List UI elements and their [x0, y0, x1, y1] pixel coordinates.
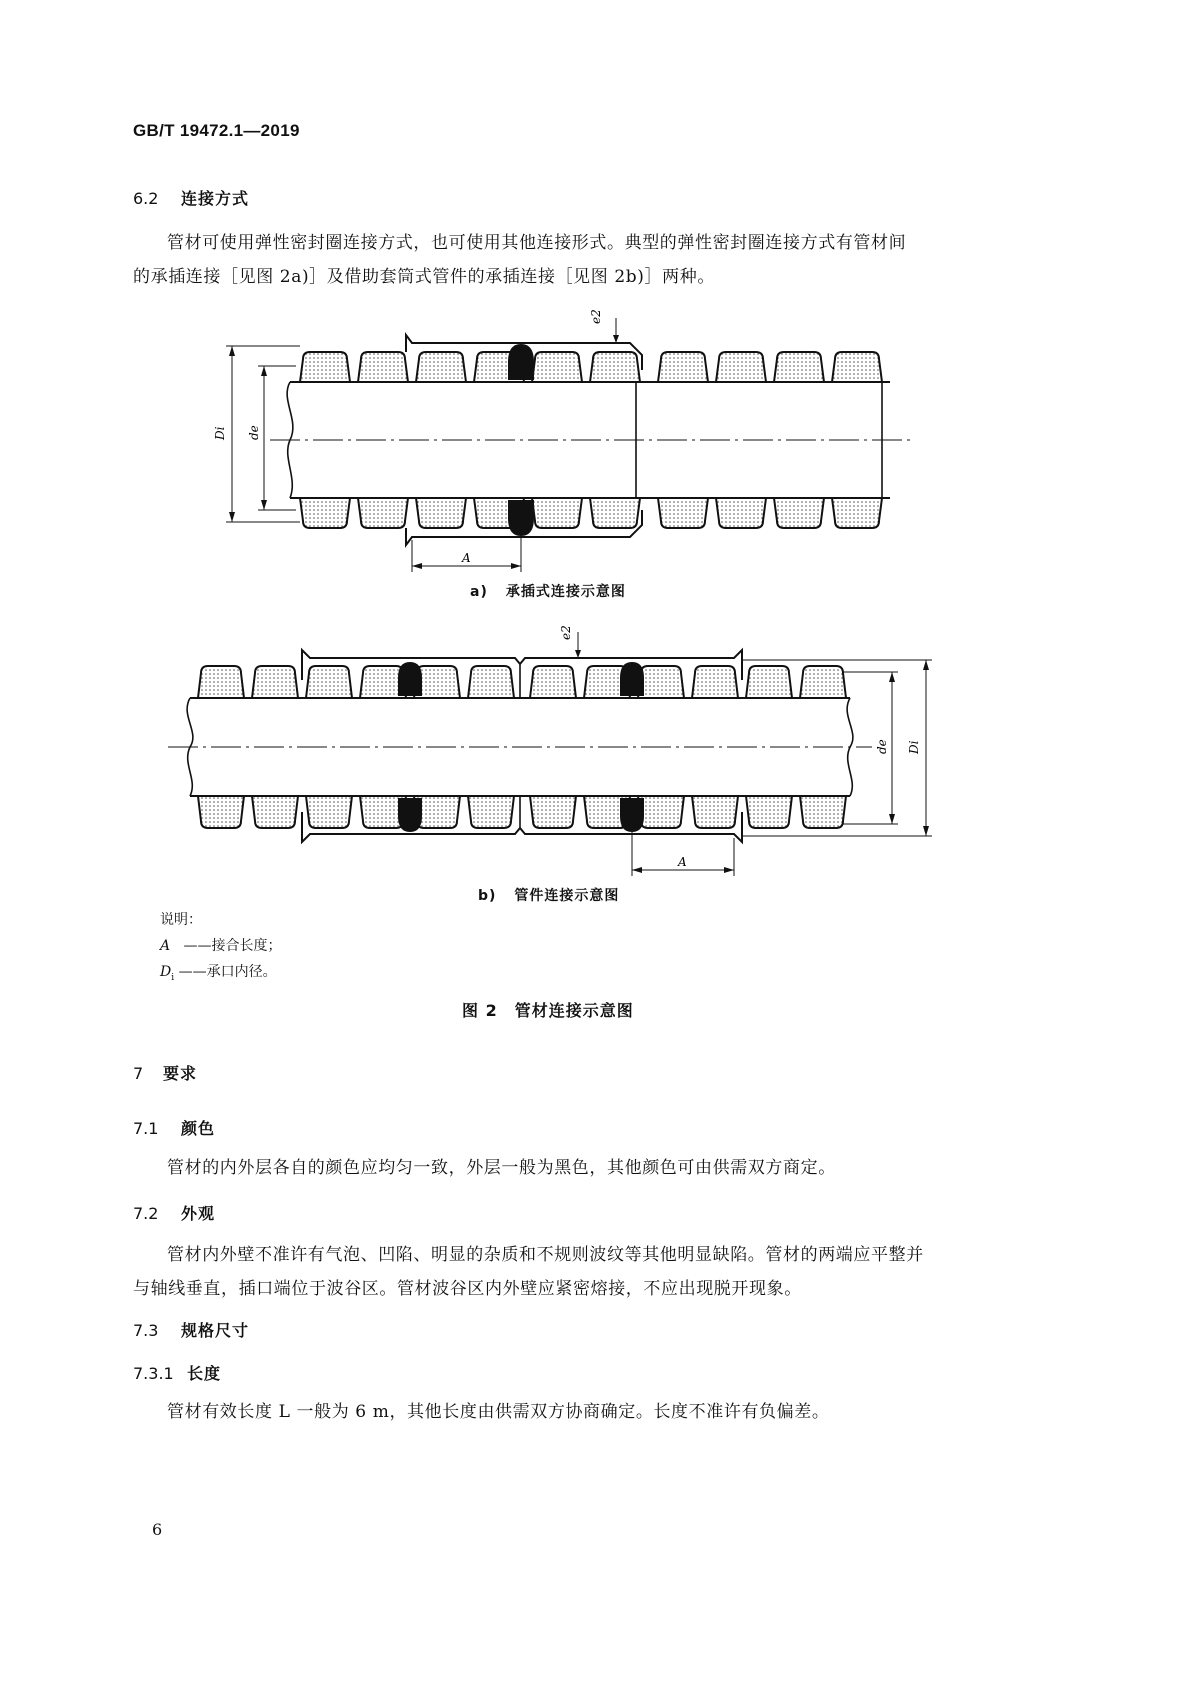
section-7-heading: 7 要求	[133, 1064, 198, 1083]
figure-legend: 说明： A ——接合长度； $D_i$ ——承口内径。	[160, 907, 281, 991]
dim-e2-b: e2	[559, 625, 573, 640]
corrugation	[306, 666, 352, 698]
corrugation	[638, 666, 684, 698]
corrugation	[590, 352, 640, 382]
corrugation	[774, 498, 824, 528]
section-7-2-paragraph: 管材内外壁不准许有气泡、凹陷、明显的杂质和不规则波纹等其他明显缺陷。管材的两端应平整并 与轴线垂直，插口端位于波谷区。管材波谷区内外壁应紧密熔接，不应出现脱开现象。	[133, 1245, 924, 1299]
corrugation	[198, 796, 244, 828]
seal-ring-b2-top	[620, 662, 644, 696]
corrugation	[198, 666, 244, 698]
corrugation	[358, 352, 408, 382]
corrugation	[716, 352, 766, 382]
figure-2b-coupling-diagram	[0, 620, 1190, 890]
seal-ring-b2-bottom	[620, 798, 644, 832]
section-6-2-heading: 6.2 连接方式	[133, 189, 250, 208]
corrugation	[416, 352, 466, 382]
dim-de-b: de	[875, 739, 889, 754]
corrugation	[416, 498, 466, 528]
dim-Di-a: Di	[213, 426, 227, 440]
figure-2b-caption: b) 管件连接示意图	[478, 888, 620, 904]
figure-2a-spigot-socket-diagram	[0, 300, 1190, 590]
corrugation	[590, 498, 640, 528]
corrugation	[692, 666, 738, 698]
section-7-1-paragraph: 管材的内外层各自的颜色应均匀一致，外层一般为黑色，其他颜色可由供需双方商定。	[167, 1158, 836, 1178]
corrugation	[252, 666, 298, 698]
corrugation	[468, 796, 514, 828]
legend-item: $D_i$ ——承口内径。	[160, 964, 277, 983]
corrugation	[532, 498, 582, 528]
corrugation	[300, 352, 350, 382]
seal-ring-b1-top	[398, 662, 422, 696]
dim-e2-a: e2	[589, 309, 603, 324]
corrugation	[252, 796, 298, 828]
page-number: 6	[152, 1520, 163, 1539]
corrugation	[530, 666, 576, 698]
corrugation	[746, 666, 792, 698]
standard-number: GB/T 19472.1—2019	[133, 121, 300, 140]
corrugation	[800, 796, 846, 828]
corrugation	[832, 498, 882, 528]
seal-ring-bottom	[508, 500, 534, 536]
section-7-3-1-heading: 7.3.1 长度	[133, 1364, 222, 1383]
corrugation	[532, 352, 582, 382]
corrugation	[746, 796, 792, 828]
dim-A-a: A	[462, 551, 471, 565]
section-7-1-heading: 7.1 颜色	[133, 1119, 216, 1138]
corrugation	[306, 796, 352, 828]
corrugation	[774, 352, 824, 382]
corrugation	[658, 352, 708, 382]
figure-title: 图 2 管材连接示意图	[462, 1001, 634, 1020]
seal-ring-top	[508, 344, 534, 380]
seal-ring-b1-bottom	[398, 798, 422, 832]
corrugation	[692, 796, 738, 828]
legend-item: A ——接合长度；	[160, 938, 282, 954]
section-7-2-heading: 7.2 外观	[133, 1204, 216, 1223]
section-7-3-heading: 7.3 规格尺寸	[133, 1321, 250, 1340]
corrugation	[358, 498, 408, 528]
corrugation	[300, 498, 350, 528]
corrugation	[468, 666, 514, 698]
dim-de-a: de	[247, 425, 261, 440]
corrugation	[638, 796, 684, 828]
dim-Di-b: Di	[907, 740, 921, 754]
corrugation	[530, 796, 576, 828]
corrugation	[716, 498, 766, 528]
section-7-3-1-paragraph: 管材有效长度 L 一般为 6 m，其他长度由供需双方协商确定。长度不准许有负偏差。	[167, 1402, 830, 1422]
section-6-2-paragraph: 管材可使用弹性密封圈连接方式，也可使用其他连接形式。典型的弹性密封圈连接方式有管材间 的承插连接［见图 2a)］及借助套筒式管件的承插连接［见图 2b)］两种。	[133, 233, 907, 287]
dim-A-b: A	[678, 855, 687, 869]
figure-2a-caption: a) 承插式连接示意图	[470, 584, 626, 600]
corrugation	[832, 352, 882, 382]
corrugation	[658, 498, 708, 528]
corrugation	[800, 666, 846, 698]
